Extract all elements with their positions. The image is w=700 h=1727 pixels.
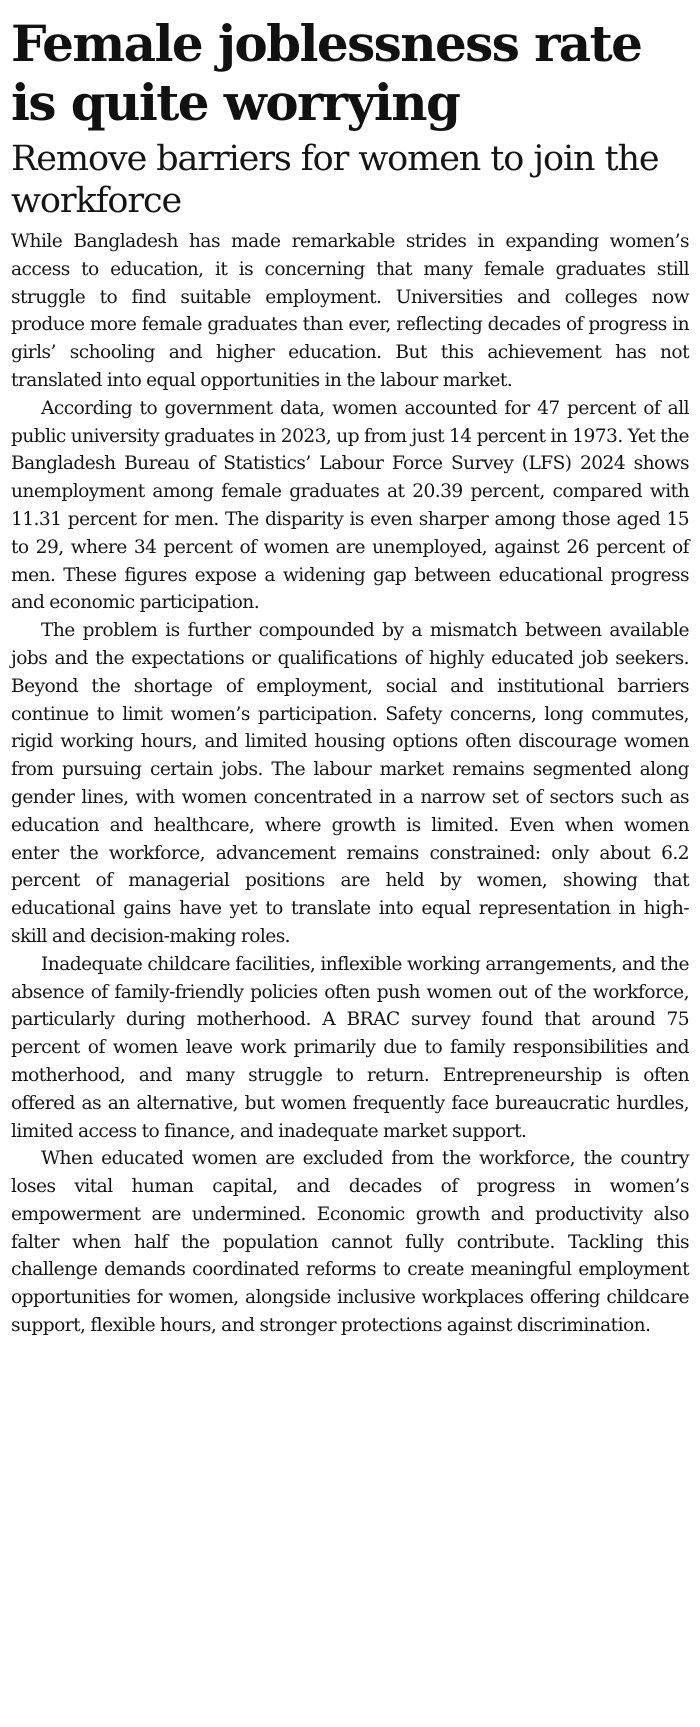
article-paragraph-1: While Bangladesh has made remarkable strides in expanding women’s access to education, it is concerning that many female graduates still struggle to find suitable employment. Universities and colleges now produce more female graduates than ever, reflecting decades of progress in girls’ schooling and higher education. But this achievement has not translated into equal opportunities in the labour market.: [11, 231, 689, 391]
article-paragraph-2: According to government data, women accounted for 47 percent of all public university graduates in 2023, up from just 14 percent in 1973. Yet the Bangladesh Bureau of Statistics’ Labour Force Survey (LFS) 2024 shows unemployment among female graduates at 20.39 percent, compared with 11.31 percent for men. The disparity is even sharper among those aged 15 to 29, where 34 percent of women are unemployed, against 26 percent of men. These figures expose a widening gap between educational progress and economic participation.: [11, 397, 689, 614]
article-paragraph-4: Inadequate childcare facilities, inflexible working arrangements, and the absence of family-friendly policies often push women out of the workforce, particularly during motherhood. A BRAC survey found that around 75 percent of women leave work primarily due to family responsibilities and motherhood, and many struggle to return. Entrepreneurship is often offered as an alternative, but women frequently face bureaucratic hurdles, limited access to finance, and inadequate market support.: [11, 953, 689, 1142]
article-paragraph-3: The problem is further compounded by a mismatch between available jobs and the expectations or qualifications of highly educated job seekers. Beyond the shortage of employment, social and institutional barriers continue to limit women’s participation. Safety concerns, long commutes, rigid working hours, and limited housing options often discourage women from pursuing certain jobs. The labour market remains segmented along gender lines, with women concentrated in a narrow set of sectors such as education and healthcare, where growth is limited. Even when women enter the workforce, advancement remains constrained: only about 6.2 percent of managerial positions are held by women, showing that educational gains have yet to translate into equal representation in high-skill and decision-making roles.: [11, 620, 689, 947]
article-paragraph-5: When educated women are excluded from the workforce, the country loses vital human capital, and decades of progress in women’s empowerment are undermined. Economic growth and productivity also falter when half the population cannot fully contribute. Tackling this challenge demands coordinated reforms to create meaningful employment opportunities for women, alongside inclusive workplaces offering childcare support, flexible hours, and stronger protections against discrimination.: [11, 1148, 689, 1337]
article-headline: Female joblessness rate is quite worrying: [11, 14, 642, 132]
article-body: [11, 228, 689, 1340]
article-subheadline: Remove barriers for women to join the workforce: [11, 139, 659, 221]
